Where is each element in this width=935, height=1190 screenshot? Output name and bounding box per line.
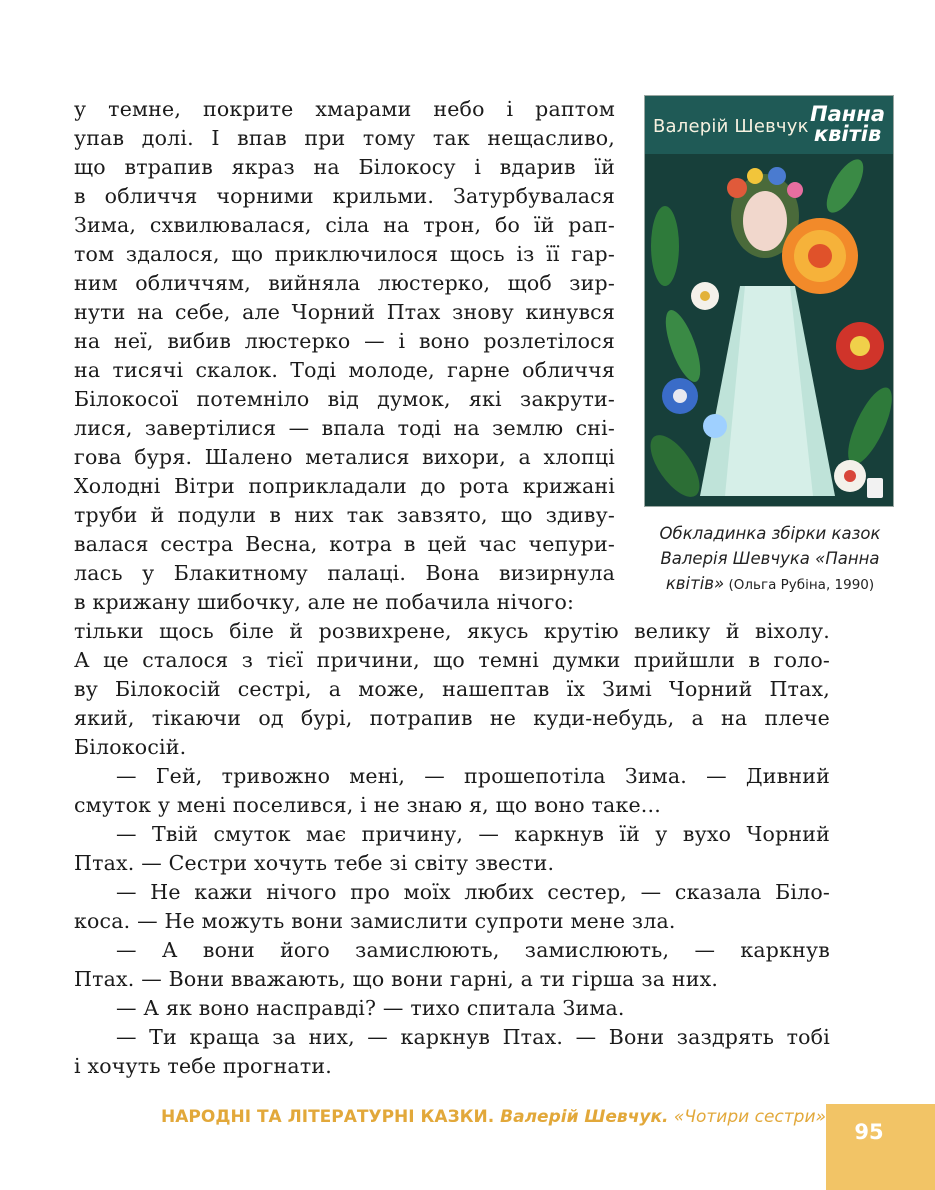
body-line: в обличчя чорними крильми. Затурбувалася bbox=[74, 184, 615, 208]
body-line: Зима, схвилювалася, сіла на трон, бо їй рап- bbox=[74, 213, 615, 237]
footer-work: «Чотири сестри» bbox=[668, 1107, 826, 1127]
cover-illustration bbox=[645, 96, 893, 506]
body-line: в крижану шибочку, але не побачила нічого: bbox=[74, 590, 575, 614]
body-line: упав долі. І впав при тому так нещасливо, bbox=[74, 126, 615, 150]
body-line: — Не кажи нічого про моїх любих сестер, — сказала Біло- bbox=[116, 880, 830, 904]
body-line: Птах. — Вони вважають, що вони гарні, а ти гірша за них. bbox=[74, 967, 719, 991]
cover-title-line1: Панна bbox=[810, 102, 885, 126]
body-line: коса. — Не можуть вони замислити супроти мене зла. bbox=[74, 909, 676, 933]
caption-line-1: Обкладинка збірки казок bbox=[659, 524, 881, 543]
body-line: Білокосої потемніло від думок, які закрути- bbox=[74, 387, 615, 411]
body-line: ву Білокосій сестрі, а може, нашептав їх Зимі Чорний Птах, bbox=[74, 677, 830, 701]
caption-line-3-main: квітів» bbox=[665, 574, 725, 593]
body-line: на неї, вибив люстерко — і воно розлетілося bbox=[74, 329, 615, 353]
body-line: — А вони його замислюють, замислюють, — каркнув bbox=[116, 938, 830, 962]
body-line: смуток у мені поселився, і не знаю я, що воно таке... bbox=[74, 793, 661, 817]
caption-line-2: Валерія Шевчука «Панна bbox=[660, 549, 880, 568]
body-line: у темне, покрите хмарами небо і раптом bbox=[74, 97, 615, 121]
cover-title bbox=[810, 104, 885, 144]
body-line: і хочуть тебе прогнати. bbox=[74, 1054, 332, 1078]
caption-line-3 bbox=[628, 571, 912, 598]
body-line: нути на себе, але Чорний Птах знову кинувся bbox=[74, 300, 615, 324]
publisher-logo-icon bbox=[867, 478, 883, 498]
body-line: — А як воно насправді? — тихо спитала Зима. bbox=[116, 996, 625, 1020]
body-line: на тисячі скалок. Тоді молоде, гарне обличчя bbox=[74, 358, 615, 382]
body-line: валася сестра Весна, котра в цей час чепури- bbox=[74, 532, 615, 556]
page-number: 95 bbox=[854, 1120, 884, 1144]
footer-author: Валерій Шевчук. bbox=[494, 1107, 669, 1127]
body-line: який, тікаючи од бурі, потрапив не куди-небудь, а на плече bbox=[74, 706, 830, 730]
body-line: ним обличчям, вийняла люстерко, щоб зир- bbox=[74, 271, 615, 295]
running-footer bbox=[0, 1107, 826, 1127]
body-line: тільки щось біле й розвихрене, якусь крутію велику й віхолу. bbox=[74, 619, 830, 643]
body-line: Холодні Вітри поприкладали до рота крижані bbox=[74, 474, 615, 498]
body-line: що втрапив якраз на Білокосу і вдарив їй bbox=[74, 155, 615, 179]
body-line: лися, завертілися — впала тоді на землю сні- bbox=[74, 416, 615, 440]
footer-section: НАРОДНІ ТА ЛІТЕРАТУРНІ КАЗКИ. bbox=[161, 1107, 495, 1127]
body-line: А це сталося з тієї причини, що темні думки прийшли в голо- bbox=[74, 648, 830, 672]
body-line: лась у Блакитному палаці. Вона визирнула bbox=[74, 561, 615, 585]
body-line: — Гей, тривожно мені, — прошепотіла Зима. — Дивний bbox=[116, 764, 830, 788]
body-line: том здалося, що приключилося щось із її гар- bbox=[74, 242, 615, 266]
cover-author: Валерій Шевчук bbox=[653, 116, 809, 137]
body-line: труби й подули в них так завзято, що здиву- bbox=[74, 503, 615, 527]
caption-line-3-credit: (Ольга Рубіна, 1990) bbox=[724, 577, 875, 593]
body-line: Білокосій. bbox=[74, 735, 187, 759]
cover-title-line2: квітів bbox=[813, 122, 882, 146]
body-line: гова буря. Шалено металися вихори, а хлопці bbox=[74, 445, 615, 469]
body-line: — Ти краща за них, — каркнув Птах. — Вони заздрять тобі bbox=[116, 1025, 830, 1049]
body-line: — Твій смуток має причину, — каркнув їй у вухо Чорний bbox=[116, 822, 830, 846]
book-cover-image bbox=[645, 96, 893, 506]
body-line: Птах. — Сестри хочуть тебе зі світу звести. bbox=[74, 851, 555, 875]
page-number-box bbox=[826, 1104, 935, 1190]
